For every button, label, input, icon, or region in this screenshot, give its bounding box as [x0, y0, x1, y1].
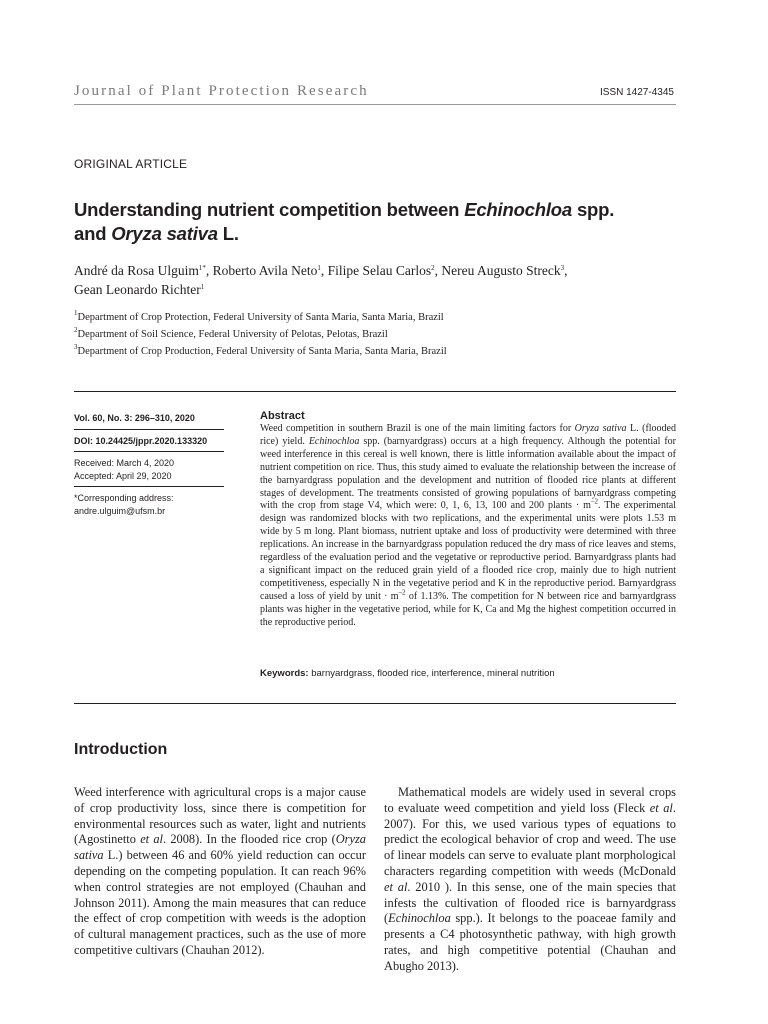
author-affiliation-mark: 1 — [200, 283, 205, 291]
doi-link[interactable]: DOI: 10.24425/jppr.2020.133320 — [74, 435, 208, 446]
title-text: L. — [217, 223, 239, 244]
article-info-sidebar — [74, 412, 224, 518]
affiliation-mark: 2 — [74, 326, 78, 334]
corresponding-label: *Corresponding address: — [74, 493, 174, 504]
author: Filipe Selau Carlos — [327, 263, 432, 278]
abstract-italic: Echinochloa — [308, 435, 360, 447]
author-affiliation-mark: 1* — [198, 264, 206, 272]
affiliation — [74, 343, 674, 360]
affiliation-text: Department of Crop Production, Federal University of Santa Maria, Santa Maria, Brazil — [77, 346, 447, 357]
author: Gean Leonardo Richter — [74, 282, 201, 297]
affiliation-text: Department of Soil Science, Federal University of Pelotas, Pelotas, Brazil — [77, 329, 388, 340]
keywords-label: Keywords: — [260, 668, 309, 679]
body-italic: Echinochloa — [388, 911, 451, 926]
separator: , — [434, 263, 442, 278]
corresponding-email[interactable]: andre.ulguim@ufsm.br — [74, 505, 166, 516]
abstract-text: L. (flooded rice) yield. — [260, 423, 676, 447]
keywords-text: barnyardgrass, flooded rice, interference, mineral nutrition — [308, 668, 555, 679]
author: André da Rosa Ulguim — [74, 263, 199, 278]
abstract-superscript: –2 — [590, 498, 598, 507]
body-column-left — [74, 785, 366, 959]
body-italic: et al — [140, 832, 163, 847]
abstract — [260, 410, 676, 630]
received-date: Received: March 4, 2020 — [74, 458, 175, 469]
sidebar-divider — [74, 429, 224, 430]
affiliation-list — [74, 309, 674, 360]
separator: , — [205, 263, 213, 278]
body-text: spp.). It belongs to the poaceae family and presents a C4 photosynthetic pathway, with high growth rates, and high competitive potential (Chauhan and Abugho 2013). — [384, 911, 676, 973]
separator: , — [564, 263, 568, 278]
abstract-text: spp. (barnyardgrass) occurs at a high frequency. Although the potential for weed interference in this cereal is well known, there is little information available about the impact of nutrient competition on rice. Thus, this study aimed to evaluate the relationship between the increase of the barnyardgrass population and the development and nutrition of flooded rice plants at different stages of development. The treatments consisted of growing populations of barnyardgrass competing with the crop from stage V4, which were: 0, 1, 6, 13, 100 and 200 plants · m — [260, 435, 677, 512]
body-text: Mathematical models are widely used in several crops to evaluate weed competition and yield loss (Fleck — [384, 785, 676, 815]
abstract-text: . The experimental design was randomized blocks with two replications, and the experimental units were plots 1.53 m wide by 5 m long. Plant biomass, nutrient uptake and loss of productivity were determined with three replications. An increase in the barnyardgrass population reduced the dry mass of rice leaves and stems, regardless of the evaluation period and the vegetative or reproductive period. Barnyardgrass plants had a significant impact on the reduced grain yield of a flooded rice crop, mainly due to high nutrient competitiveness, especially N in the vegetative period and K in the reproductive period. Barnyardgrass caused a loss of yield by unit · m — [260, 500, 676, 602]
author-list — [74, 261, 674, 299]
sidebar-divider — [74, 486, 224, 487]
accepted-date: Accepted: April 29, 2020 — [74, 470, 172, 481]
issn: ISSN 1427-4345 — [600, 87, 674, 98]
author: Roberto Avila Neto — [212, 263, 318, 278]
affiliation — [74, 326, 674, 343]
abstract-text: Weed competition in southern Brazil is one of the main limiting factors for — [260, 423, 575, 434]
abstract-text: of 1.13%. The competition for N between rice and barnyardgrass plants was higher in the vegetative period, while for K, Ca and Mg the highest competition occurred in the reproductive period. — [260, 590, 676, 628]
body-italic: et al — [384, 879, 408, 894]
body-text: L.) between 46 and 60% yield reduction can occur depending on the competing population. It can reach 96% when control strategies are not employed (Chauhan and Johnson 2011). Among the main measures that can reduce the effect of crop competition with weeds is the adoption of cultural management practices, such as the use of more competitive cultivars (Chauhan 2012). — [74, 848, 366, 957]
header-divider — [74, 104, 676, 105]
body-column-right — [384, 785, 676, 975]
author-affiliation-mark: 2 — [431, 264, 435, 272]
body-italic: et al — [649, 800, 673, 815]
affiliation-mark: 3 — [74, 343, 78, 351]
section-divider — [74, 391, 676, 392]
abstract-heading: Abstract — [260, 410, 305, 422]
article-type: ORIGINAL ARTICLE — [74, 157, 188, 171]
title-text: spp. — [572, 199, 615, 220]
separator: , — [320, 263, 328, 278]
article-title — [74, 198, 684, 246]
affiliation-text: Department of Crop Protection, Federal University of Santa Maria, Santa Maria, Brazil — [77, 312, 444, 323]
body-text: . 2008). In the flooded rice crop ( — [163, 832, 336, 847]
affiliation — [74, 309, 674, 326]
section-divider — [74, 703, 676, 704]
title-genus: Echinochloa — [464, 199, 572, 220]
abstract-superscript: –2 — [398, 588, 406, 597]
keywords — [260, 667, 676, 680]
body-text: . 2010 ). In this sense, one of the main species that infests the cultivation of flooded rice is barnyardgrass ( — [384, 879, 676, 926]
title-species: Oryza sativa — [111, 223, 218, 244]
body-text: Weed interference with agricultural crops is a major cause of crop productivity loss, since there is competition for environmental resources such as water, light and nutrients (Agostinetto — [74, 785, 366, 847]
abstract-italic: Oryza sativa — [574, 423, 627, 434]
author-affiliation-mark: 1 — [317, 264, 321, 272]
section-heading-introduction: Introduction — [74, 741, 168, 758]
journal-name: Journal of Plant Protection Research — [74, 83, 369, 99]
sidebar-divider — [74, 451, 224, 452]
title-text: and — [74, 223, 112, 244]
body-text: . 2007). For this, we used various types of equations to predict the ecological behavior of crop and weed. The use of linear models can serve to evaluate plant morphological characters regarding competition with weeds (McDonald — [384, 800, 676, 878]
author-affiliation-mark: 3 — [560, 264, 565, 272]
affiliation-mark: 1 — [74, 309, 78, 317]
title-text: Understanding nutrient competition between — [74, 199, 465, 220]
author: Nereu Augusto Streck — [441, 263, 561, 278]
volume-info: Vol. 60, No. 3: 296–310, 2020 — [74, 413, 195, 423]
body-italic: Oryza sativa — [74, 832, 367, 863]
